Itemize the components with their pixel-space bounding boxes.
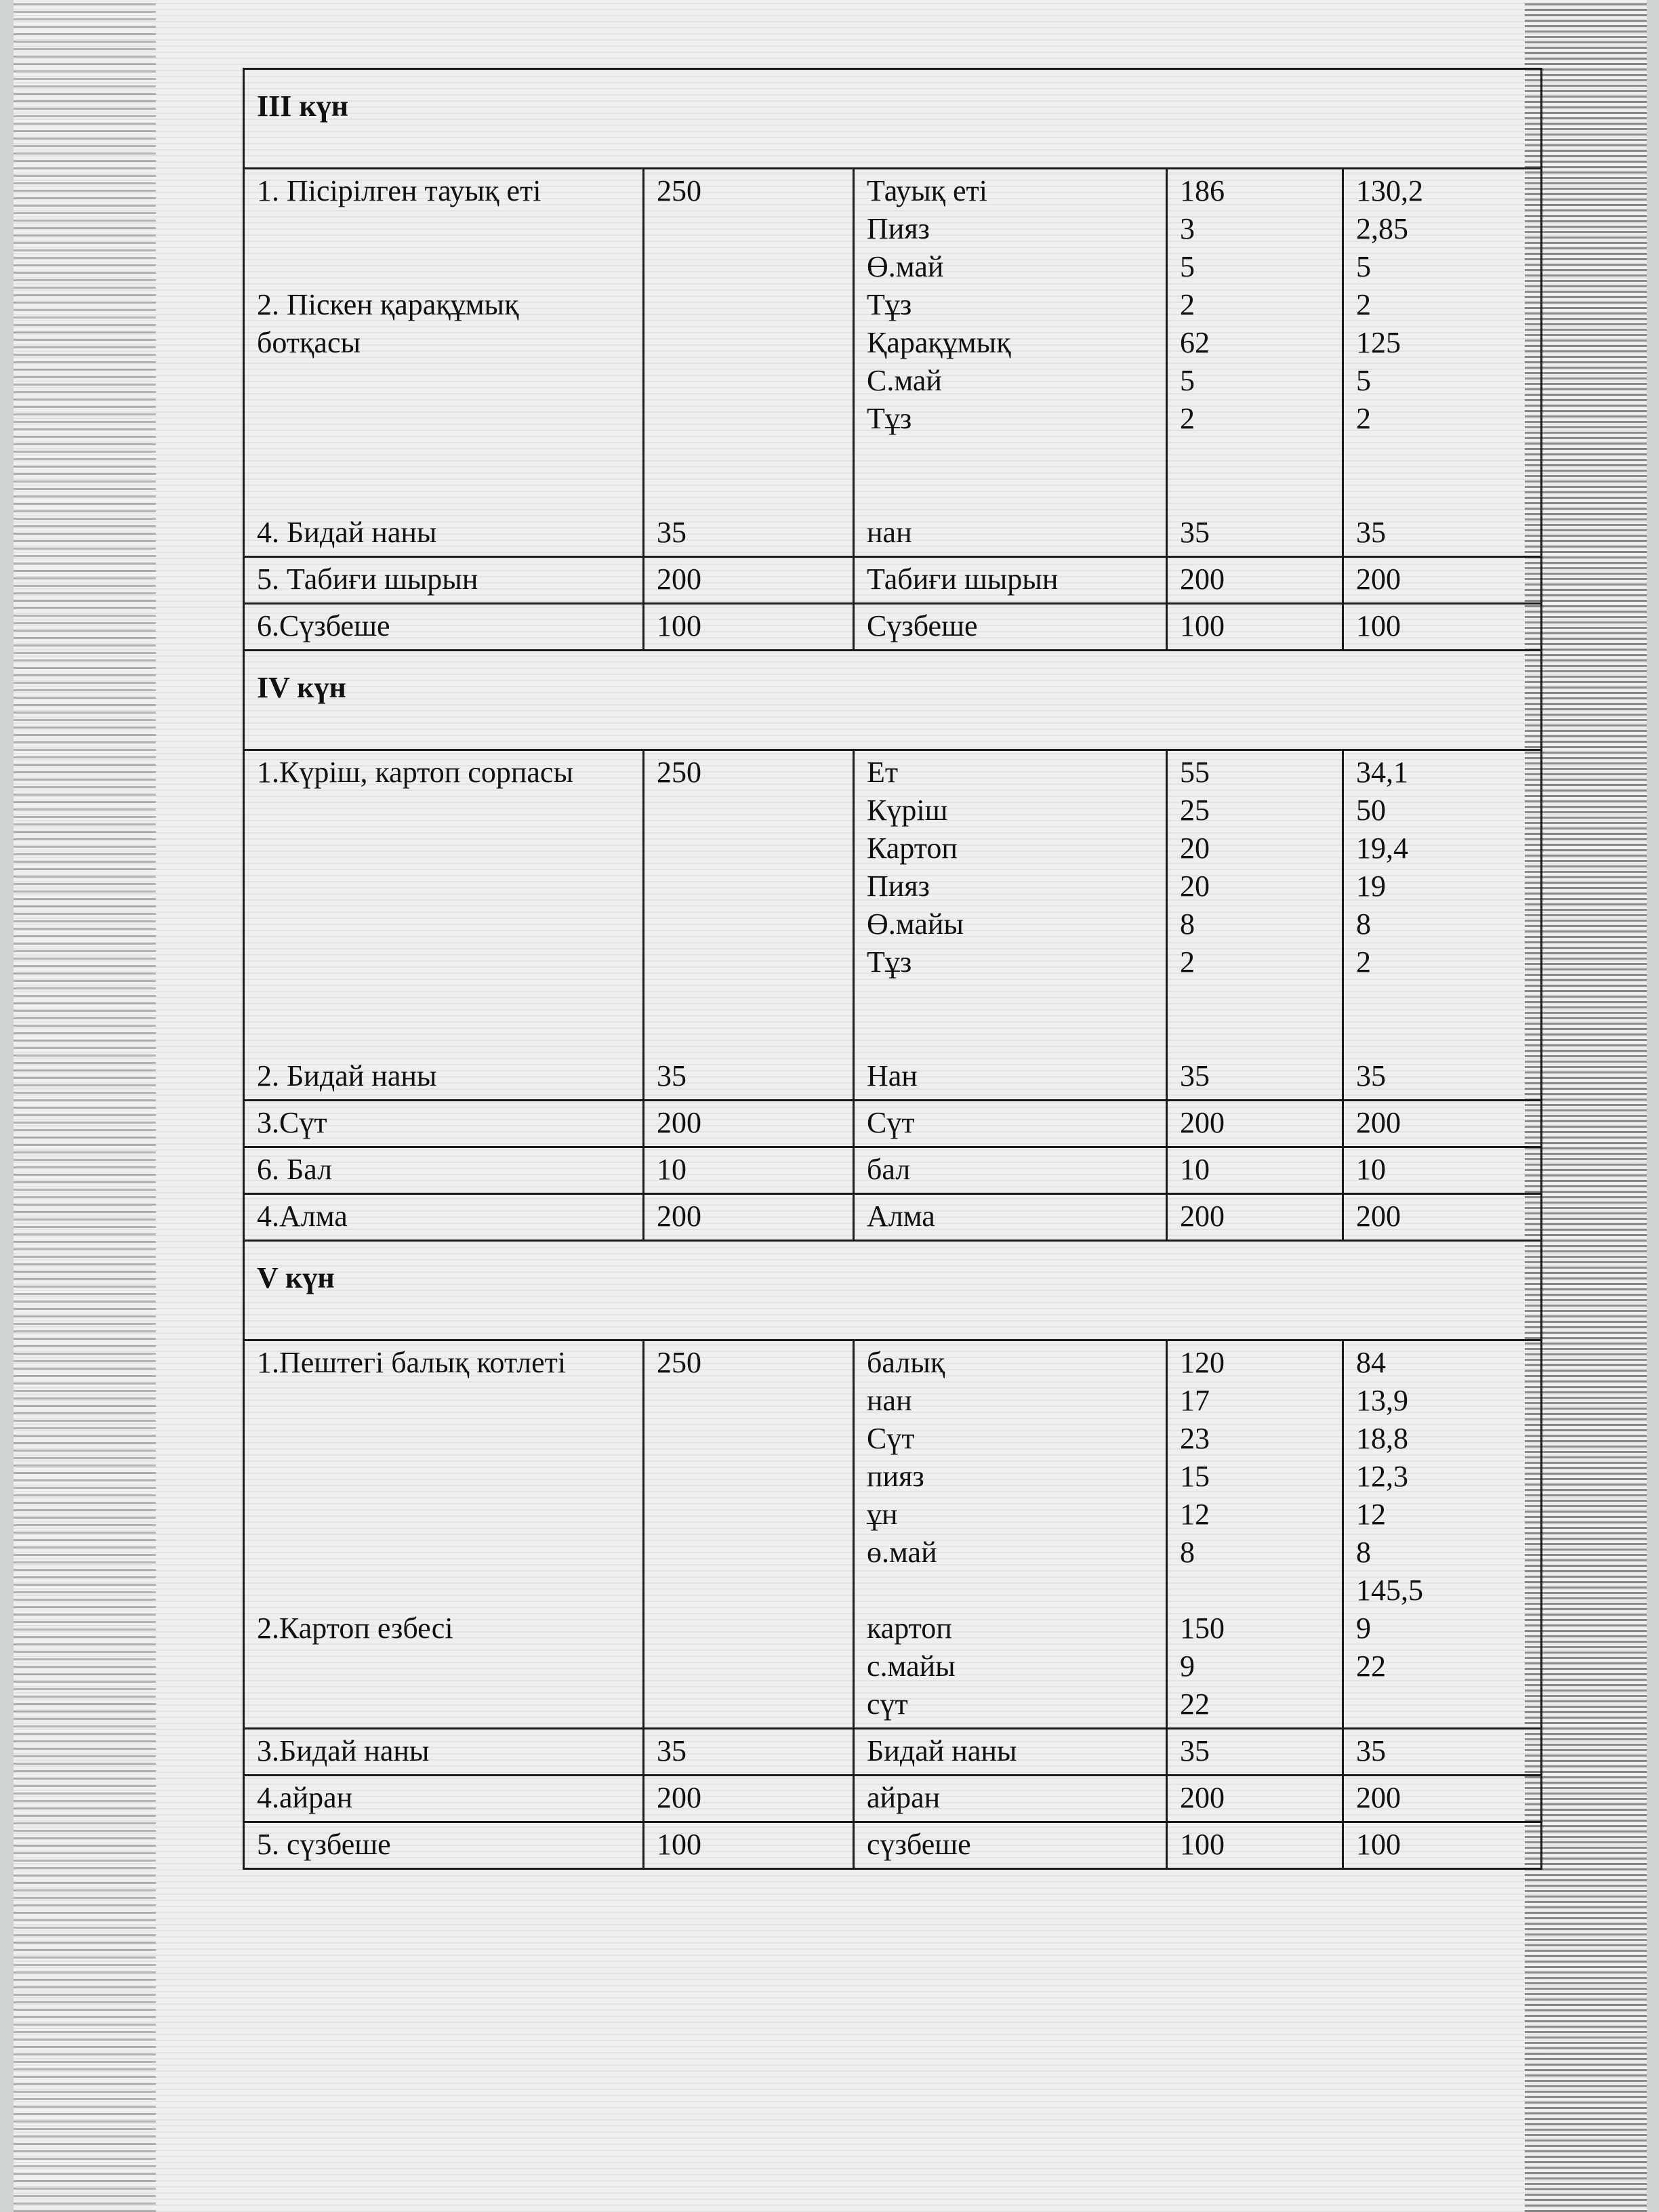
net-weight-line: 5: [1356, 364, 1371, 397]
dish-name-line: [257, 905, 632, 943]
gross-weight-line: [1180, 981, 1331, 1019]
dish-name-line: [257, 476, 632, 514]
dish-name-line: [257, 792, 632, 830]
gross-weights-cell: [1167, 750, 1343, 1101]
net-weight-line: 9: [1356, 1612, 1371, 1645]
dish-portions-cell: [644, 750, 854, 1101]
dish-net: 100: [1343, 604, 1542, 651]
gross-weight-line: 15: [1180, 1460, 1210, 1493]
gross-weight-line: 3: [1180, 212, 1195, 245]
net-weight-line: 8: [1356, 907, 1371, 941]
gross-weight-line: 2: [1180, 402, 1195, 435]
dish-name-line: 4. Бидай наны: [257, 516, 437, 549]
dish-gross: 35: [1167, 1729, 1343, 1776]
day-title: III күн: [244, 69, 1542, 169]
net-weight-line: [1356, 981, 1530, 1019]
gross-weights-cell: [1167, 1340, 1343, 1729]
dish-name: 4.айран: [244, 1776, 644, 1822]
ingredient-list-line: Ет: [867, 756, 899, 789]
ingredient-list: [867, 172, 1155, 552]
dish-portion-line: 35: [657, 1059, 687, 1092]
ingredient-list-line: Тауық еті: [867, 174, 987, 207]
ingredient-list-line: ө.май: [867, 1536, 937, 1569]
dish-row: [244, 557, 1542, 604]
dish-net: 200: [1343, 557, 1542, 604]
dish-gross: 100: [1167, 1822, 1343, 1869]
net-weight-line: 12,3: [1356, 1460, 1408, 1493]
dish-portion-line: [657, 1420, 842, 1458]
day-header-row: [244, 69, 1542, 169]
net-weight-line: 8: [1356, 1536, 1371, 1569]
net-weight-line: 34,1: [1356, 756, 1408, 789]
dish-portions: [657, 172, 842, 552]
ingredient-list-line: нан: [867, 516, 912, 549]
gross-weight-line: 150: [1180, 1612, 1225, 1645]
gross-weight-line: 22: [1180, 1687, 1210, 1721]
ingredient-list-line: нан: [867, 1384, 912, 1417]
dish-gross: 100: [1167, 604, 1343, 651]
dish-net: 200: [1343, 1776, 1542, 1822]
net-weight-line: 18,8: [1356, 1422, 1408, 1455]
day-title: V күн: [244, 1241, 1542, 1340]
net-weights-cell: [1343, 1340, 1542, 1729]
ingredient-list-line: Картоп: [867, 832, 958, 865]
dish-net: 100: [1343, 1822, 1542, 1869]
dish-portion-line: [657, 324, 842, 362]
ingredient-list-cell: [854, 1340, 1167, 1729]
dish-row: [244, 604, 1542, 651]
dish-portion-line: [657, 1685, 842, 1723]
dish-name: 5. сүзбеше: [244, 1822, 644, 1869]
dish-name: 3.Бидай наны: [244, 1729, 644, 1776]
dish-gross: 200: [1167, 1776, 1343, 1822]
dish-portion-line: [657, 1647, 842, 1685]
dish-row: [244, 1776, 1542, 1822]
dish-portion-line: 35: [657, 516, 687, 549]
ingredient-list-line: сүт: [867, 1687, 908, 1721]
dish-portions-cell: [644, 1340, 854, 1729]
net-weights: [1356, 172, 1530, 552]
ingredient-list-line: Пияз: [867, 212, 930, 245]
dish-row: [244, 1147, 1542, 1194]
dish-name-line: [257, 1382, 632, 1420]
dish-name-line: [257, 1685, 632, 1723]
dish-name-line: [257, 210, 632, 248]
dish-portion-line: [657, 1458, 842, 1496]
gross-weight-line: 8: [1180, 1536, 1195, 1569]
gross-weight-line: 9: [1180, 1650, 1195, 1683]
net-weight-line: 22: [1356, 1650, 1386, 1683]
dish-net: 200: [1343, 1194, 1542, 1241]
gross-weight-line: 8: [1180, 907, 1195, 941]
dish-name-line: [257, 362, 632, 400]
dish-name-line: ботқасы: [257, 326, 361, 359]
ingredient-list-line: [867, 476, 1155, 514]
gross-weight-line: 62: [1180, 326, 1210, 359]
gross-weight-line: 25: [1180, 794, 1210, 827]
ingredient-list-line: Нан: [867, 1059, 918, 1092]
net-weight-line: [1356, 476, 1530, 514]
dish-names: [257, 1344, 632, 1723]
ingredient-list-line: [867, 438, 1155, 476]
day-header-row: [244, 1241, 1542, 1340]
day-title: IV күн: [244, 651, 1542, 750]
dish-gross: 200: [1167, 557, 1343, 604]
dish-gross: 10: [1167, 1147, 1343, 1194]
gross-weight-line: 186: [1180, 174, 1225, 207]
dish-name: 3.Сүт: [244, 1101, 644, 1147]
net-weight-line: 12: [1356, 1498, 1386, 1531]
net-weight-line: 5: [1356, 250, 1371, 283]
dish-portion-line: [657, 867, 842, 905]
ingredient-list-line: Тұз: [867, 402, 912, 435]
dish-name-line: [257, 1572, 632, 1610]
dish-row: [244, 1101, 1542, 1147]
gross-weight-line: 12: [1180, 1498, 1210, 1531]
gross-weight-line: 120: [1180, 1346, 1225, 1379]
dish-portion-line: [657, 1019, 842, 1057]
dish-name-line: [257, 1458, 632, 1496]
net-weight-line: 2,85: [1356, 212, 1408, 245]
dish-portion-line: [657, 362, 842, 400]
ingredient-list: [867, 754, 1155, 1095]
scanned-page: [14, 0, 1647, 2212]
ingredient-list-line: с.майы: [867, 1650, 956, 1683]
dish-net: 200: [1343, 1101, 1542, 1147]
dish-portion-line: [657, 476, 842, 514]
net-weight-line: 35: [1356, 516, 1386, 549]
gross-weight-line: 2: [1180, 945, 1195, 979]
net-weight-line: 50: [1356, 794, 1386, 827]
ingredient-list-line: Тұз: [867, 945, 912, 979]
dish-name-line: 2.Картоп езбесі: [257, 1612, 453, 1645]
ingredient-list-line: Күріш: [867, 794, 948, 827]
gross-weight-line: 35: [1180, 516, 1210, 549]
gross-weights: [1180, 1344, 1331, 1723]
gross-weight-line: 23: [1180, 1422, 1210, 1455]
net-weight-line: 2: [1356, 402, 1371, 435]
dish-name-line: [257, 1420, 632, 1458]
dish-portion-line: [657, 248, 842, 286]
dish-name-line: 2. Піскен қарақұмық: [257, 288, 519, 321]
ingredient-list-cell: [854, 169, 1167, 557]
net-weights-cell: [1343, 750, 1542, 1101]
net-weight-line: [1356, 438, 1530, 476]
gross-weight-line: 5: [1180, 364, 1195, 397]
dish-portions-cell: [644, 169, 854, 557]
day-header-row: [244, 651, 1542, 750]
gross-weight-line: [1180, 1019, 1331, 1057]
net-weight-line: 19: [1356, 869, 1386, 903]
dish-name-line: [257, 830, 632, 867]
dish-portion-line: [657, 1496, 842, 1534]
ingredient-list-line: [867, 981, 1155, 1019]
ingredient-list-line: Ө.майы: [867, 907, 964, 941]
net-weight-line: [1356, 1019, 1530, 1057]
dish-portion-line: [657, 1610, 842, 1647]
dish-portion: 100: [644, 1822, 854, 1869]
dish-block-row: [244, 1340, 1542, 1729]
net-weight-line: 145,5: [1356, 1574, 1423, 1607]
dish-name-line: 1.Күріш, картоп сорпасы: [257, 756, 574, 789]
dish-name: 5. Табиғи шырын: [244, 557, 644, 604]
gross-weight-line: [1180, 438, 1331, 476]
ingredient-list-line: [867, 1572, 1155, 1610]
dish-row: [244, 1194, 1542, 1241]
dish-names: [257, 754, 632, 1095]
dish-portion: 10: [644, 1147, 854, 1194]
net-weight-line: 2: [1356, 945, 1371, 979]
ingredient-list-line: пияз: [867, 1460, 924, 1493]
dish-portion-line: [657, 438, 842, 476]
ingredient-list-line: Ө.май: [867, 250, 944, 283]
dish-name-line: [257, 981, 632, 1019]
menu-table-body: [244, 69, 1542, 1869]
dish-portion-line: [657, 400, 842, 438]
dish-names-cell: [244, 750, 644, 1101]
ingredient-list-line: Пияз: [867, 869, 930, 903]
gross-weight-line: 2: [1180, 288, 1195, 321]
dish-portions: [657, 754, 842, 1095]
net-weight-line: [1356, 1685, 1530, 1723]
net-weight-line: 35: [1356, 1059, 1386, 1092]
dish-name-line: 2. Бидай наны: [257, 1059, 437, 1092]
dish-portion: 100: [644, 604, 854, 651]
dish-ingredient: Табиғи шырын: [854, 557, 1167, 604]
gross-weights: [1180, 172, 1331, 552]
scan-noise-right: [1525, 0, 1647, 2212]
dish-block-row: [244, 169, 1542, 557]
gross-weight-line: [1180, 476, 1331, 514]
dish-name-line: [257, 438, 632, 476]
dish-block-row: [244, 750, 1542, 1101]
dish-row: [244, 1729, 1542, 1776]
dish-name-line: [257, 1019, 632, 1057]
dish-net: 35: [1343, 1729, 1542, 1776]
net-weights: [1356, 1344, 1530, 1723]
gross-weight-line: 5: [1180, 250, 1195, 283]
ingredient-list-line: Тұз: [867, 288, 912, 321]
dish-portion-line: [657, 210, 842, 248]
ingredient-list-cell: [854, 750, 1167, 1101]
gross-weights-cell: [1167, 169, 1343, 557]
dish-gross: 200: [1167, 1101, 1343, 1147]
ingredient-list-line: картоп: [867, 1612, 952, 1645]
dish-row: [244, 1822, 1542, 1869]
ingredient-list-line: Қарақұмық: [867, 326, 1011, 359]
dish-portion-line: [657, 1572, 842, 1610]
net-weights-cell: [1343, 169, 1542, 557]
dish-name-line: [257, 1647, 632, 1685]
dish-name-line: 1. Пісірілген тауық еті: [257, 174, 541, 207]
dish-portion: 200: [644, 1776, 854, 1822]
ingredient-list-line: балық: [867, 1346, 945, 1379]
dish-portion-line: 250: [657, 1346, 701, 1379]
ingredient-list-line: [867, 1019, 1155, 1057]
ingredient-list-line: Сүт: [867, 1422, 915, 1455]
dish-portion-line: [657, 981, 842, 1019]
dish-portion: 200: [644, 1101, 854, 1147]
net-weights: [1356, 754, 1530, 1095]
scan-noise-left: [14, 0, 156, 2212]
dish-portion: 200: [644, 1194, 854, 1241]
gross-weight-line: 35: [1180, 1059, 1210, 1092]
dish-portion-line: [657, 1382, 842, 1420]
dish-portion-line: [657, 905, 842, 943]
dish-portion-line: [657, 792, 842, 830]
dish-name-line: [257, 1534, 632, 1572]
dish-portion: 35: [644, 1729, 854, 1776]
dish-portion-line: 250: [657, 174, 701, 207]
gross-weight-line: 20: [1180, 869, 1210, 903]
dish-gross: 200: [1167, 1194, 1343, 1241]
net-weight-line: 130,2: [1356, 174, 1423, 207]
dish-ingredient: Сүзбеше: [854, 604, 1167, 651]
dish-name-line: [257, 943, 632, 981]
dish-portions: [657, 1344, 842, 1723]
dish-ingredient: бал: [854, 1147, 1167, 1194]
net-weight-line: 13,9: [1356, 1384, 1408, 1417]
ingredient-list-line: С.май: [867, 364, 942, 397]
dish-name-line: [257, 400, 632, 438]
gross-weight-line: [1180, 1572, 1331, 1610]
dish-portion-line: [657, 943, 842, 981]
net-weight-line: 125: [1356, 326, 1401, 359]
net-weight-line: 84: [1356, 1346, 1386, 1379]
dish-ingredient: Бидай наны: [854, 1729, 1167, 1776]
dish-name: 6.Сүзбеше: [244, 604, 644, 651]
dish-name: 4.Алма: [244, 1194, 644, 1241]
dish-name: 6. Бал: [244, 1147, 644, 1194]
dish-name-line: [257, 248, 632, 286]
dish-names: [257, 172, 632, 552]
gross-weights: [1180, 754, 1331, 1095]
ingredient-list: [867, 1344, 1155, 1723]
menu-table: [243, 68, 1542, 1870]
dish-portion-line: [657, 1534, 842, 1572]
gross-weight-line: 17: [1180, 1384, 1210, 1417]
net-weight-line: 2: [1356, 288, 1371, 321]
dish-portion: 200: [644, 557, 854, 604]
net-weight-line: 19,4: [1356, 832, 1408, 865]
dish-names-cell: [244, 169, 644, 557]
ingredient-list-line: ұн: [867, 1498, 898, 1531]
gross-weight-line: 55: [1180, 756, 1210, 789]
dish-name-line: [257, 1496, 632, 1534]
dish-portion-line: [657, 286, 842, 324]
dish-name-line: [257, 867, 632, 905]
dish-portion-line: [657, 830, 842, 867]
dish-ingredient: айран: [854, 1776, 1167, 1822]
dish-net: 10: [1343, 1147, 1542, 1194]
dish-ingredient: Алма: [854, 1194, 1167, 1241]
dish-name-line: 1.Пештегі балық котлеті: [257, 1346, 567, 1379]
dish-names-cell: [244, 1340, 644, 1729]
dish-ingredient: Сүт: [854, 1101, 1167, 1147]
dish-portion-line: 250: [657, 756, 701, 789]
gross-weight-line: 20: [1180, 832, 1210, 865]
dish-ingredient: сүзбеше: [854, 1822, 1167, 1869]
